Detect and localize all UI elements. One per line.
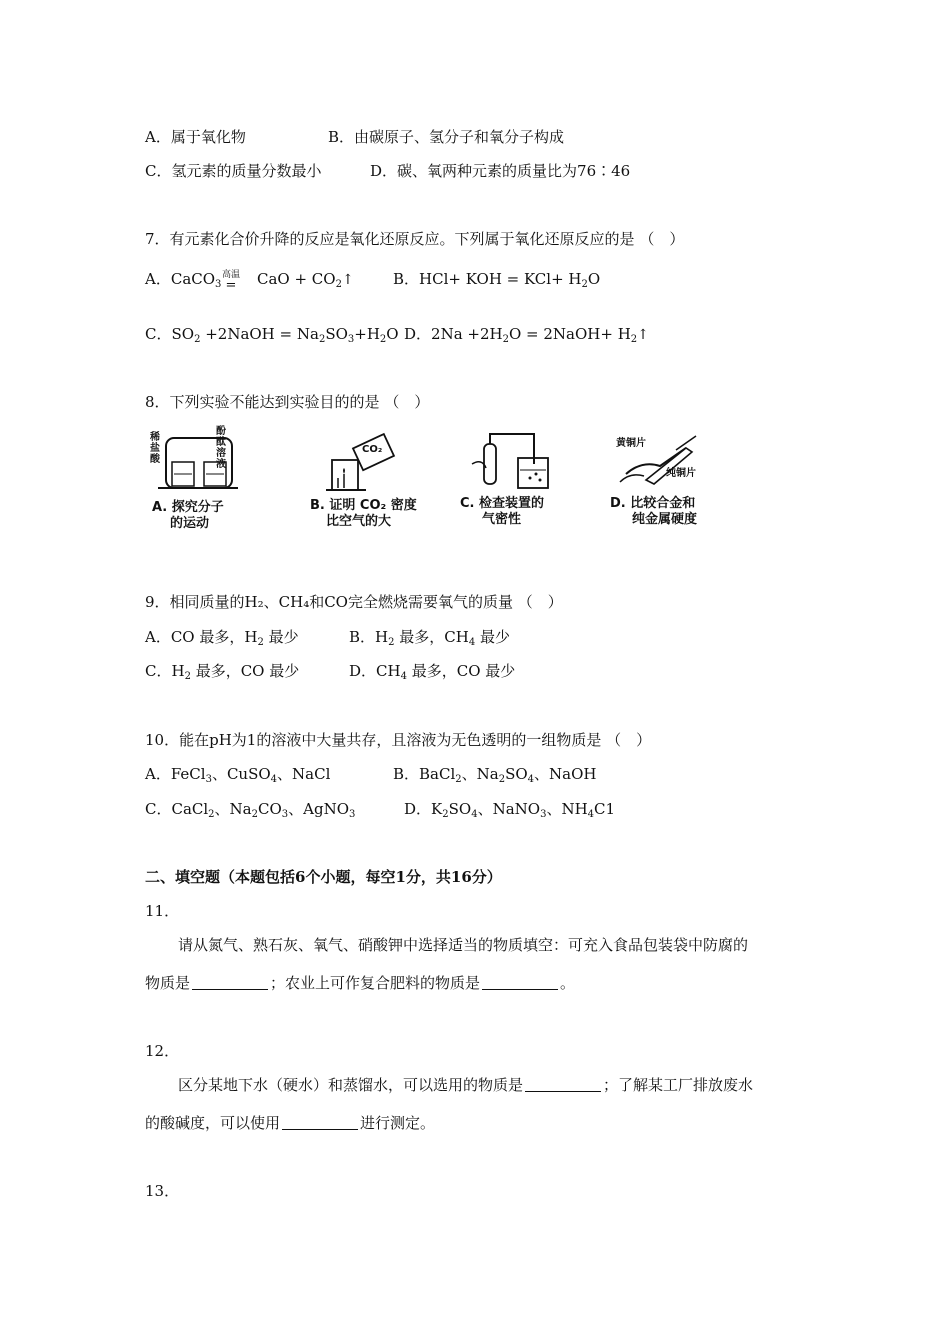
q8-figure-a [148,426,248,540]
q12-line1-b: ；了解某工厂排放废水 [603,1076,754,1094]
q7-option-a-label: A． [145,270,171,288]
q11-line2-b: ；农业上可作复合肥料的物质是 [270,974,481,992]
q7-option-d-label: D． [404,325,432,343]
airtightness-test-icon [458,430,568,492]
q10-stem: 10．能在pH为1的溶液中大量共存，且溶液为无色透明的一组物质是 （ ） [145,731,652,749]
q7-option-a: A．CaCO$_3$ CaO + $CO_2↑$ [145,270,354,290]
q11-line2-c: 。 [560,974,576,992]
q7-option-c: C．$SO_2$ +2NaOH = $Na_2SO_3+H_2O$ [145,325,399,345]
q8-a-label-left: 稀盐酸 [150,432,160,465]
q8-c-caption-2: 气密性 [482,512,522,527]
q8-stem: 8．下列实验不能达到实验目的的是 （ ） [145,393,430,411]
q8-d-caption-2: 纯金属硬度 [632,512,698,527]
q12-line1-a: 区分某地下水（硬水）和蒸馏水，可以选用的物质是 [178,1076,524,1094]
q9-option-b: B．$H_2$ 最多，$CH_4$ 最少 [349,628,510,648]
q9-option-d: D．$CH_4$ 最多，CO 最少 [349,662,516,682]
q8-b-caption-1: B. 证明 CO₂ 密度 [310,498,417,513]
q6-option-b: B．由碳原子、氢分子和氧分子构成 [328,128,565,146]
q6-option-a: A．属于氧化物 [145,128,246,146]
q9-option-a: A．CO 最多，$H_2$ 最少 [145,628,299,648]
q11-line2 [145,973,575,993]
q8-b-label: CO₂ [362,444,383,455]
molecule-motion-apparatus-icon [148,430,248,492]
q12-blank-1[interactable] [525,1077,601,1092]
q8-figure-c [458,430,568,540]
q8-d-label-bottom: 纯铜片 [666,468,696,479]
q7-reaction-condition [222,270,240,292]
q8-figure-b [308,430,428,540]
q9-option-c: C．$H_2$ 最多，CO 最少 [145,662,300,682]
q10-option-d: D．$K_2SO_4$、NaNO$_3$、$NH_4C1$ [404,800,616,820]
q7-condition-top: 高温 [222,270,241,280]
q13-number: 13． [145,1182,180,1200]
co2-pouring-icon [308,430,428,492]
q8-a-caption-1: A. 探究分子 [152,500,224,515]
q11-blank-1[interactable] [192,975,268,990]
q12-line2-b: 进行测定。 [360,1114,436,1132]
q12-line2 [145,1113,435,1133]
q11-blank-2[interactable] [482,975,558,990]
q11-number: 11． [145,902,180,920]
q8-c-caption-1: C. 检查装置的 [460,496,545,511]
q6-option-d: D．碳、氧两种元素的质量比为76∶46 [370,162,631,180]
q8-d-caption-1: D. 比较合金和 [610,496,696,511]
q12-line1 [178,1075,753,1095]
section2-title: 二、填空题（本题包括6个小题，每空1分，共16分） [145,868,502,886]
q7-option-c-label: C． [145,325,172,343]
q10-option-b: B．BaCl$_2$、$Na_2SO_4$、NaOH [393,765,597,785]
q8-a-label-right: 酚酞溶液 [216,426,226,470]
q7-condition-bottom: = [225,278,237,293]
q12-number: 12． [145,1042,180,1060]
q12-blank-2[interactable] [282,1115,358,1130]
q9-stem: 9．相同质量的H₂、CH₄和CO完全燃烧需要氧气的质量 （ ） [145,593,563,611]
q7-option-d: D．$2Na +2H_2O$ = 2NaOH+ $H_2↑$ [404,325,649,345]
q8-a-caption-2: 的运动 [170,516,210,531]
q7-stem: 7．有元素化合价升降的反应是氧化还原反应。下列属于氧化还原反应的是 （ ） [145,230,685,248]
q7-option-b: B．HCl+ KOH = $KCl+ H_2O$ [393,270,601,290]
q11-line2-a: 物质是 [145,974,191,992]
q8-b-caption-2: 比空气的大 [326,514,392,529]
q8-figure-d [606,430,726,540]
q7-option-b-text: B．HCl+ KOH = KCl+ H [393,270,582,288]
q6-option-c: C．氢元素的质量分数最小 [145,162,322,180]
q11-line1: 请从氮气、熟石灰、氧气、硝酸钾中选择适当的物质填空：可充入食品包装袋中防腐的 [178,936,749,954]
q10-option-c: C．CaCl$_2$、$Na_2CO_3$、AgNO$_3$ [145,800,356,820]
q12-line2-a: 的酸碱度，可以使用 [145,1114,281,1132]
q8-d-label-top: 黄铜片 [616,438,646,449]
q10-option-a: A．FeCl$_3$、CuSO$_4$、NaCl [145,765,331,785]
